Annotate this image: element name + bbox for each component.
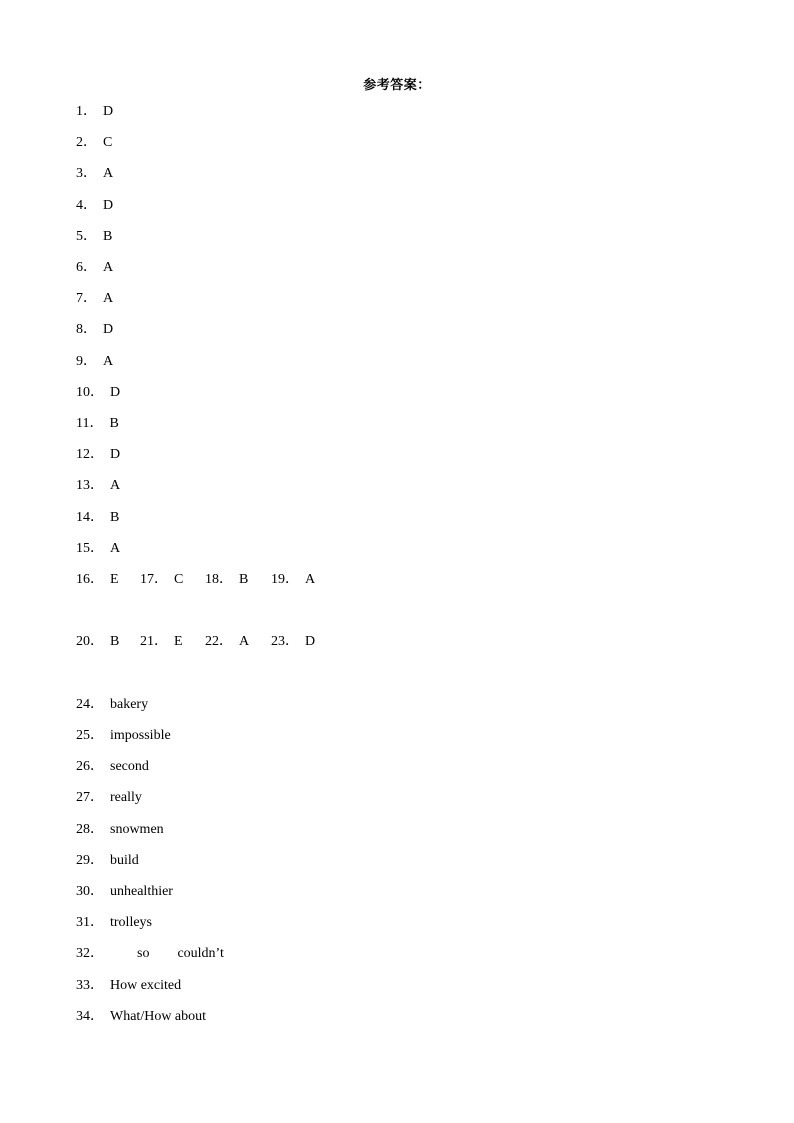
answer-value: B	[110, 634, 120, 649]
question-number: 7．	[76, 291, 97, 306]
question-number: 26．	[76, 759, 104, 774]
answer-line	[76, 883, 173, 901]
page-title: 参考答案：	[363, 78, 431, 93]
question-number: 16．	[76, 572, 104, 587]
question-number: 30．	[76, 884, 104, 899]
question-number: 21．	[140, 634, 168, 649]
question-number: 17．	[140, 572, 168, 587]
answer-group-item	[140, 571, 183, 589]
question-number: 23．	[271, 634, 299, 649]
answer-value: A	[110, 541, 121, 556]
answer-line	[76, 914, 152, 932]
answer-value: D	[103, 198, 114, 213]
answer-value: A	[239, 634, 250, 649]
answer-value: B	[109, 416, 119, 431]
answer-line	[76, 727, 171, 745]
answer-value: A	[110, 478, 121, 493]
question-number: 15．	[76, 541, 104, 556]
question-number: 18．	[205, 572, 233, 587]
answer-line	[76, 134, 112, 152]
question-number: 6．	[76, 260, 97, 275]
answer-group-item	[140, 633, 183, 651]
question-number: 32．	[76, 946, 104, 961]
answer-line	[76, 977, 181, 995]
question-number: 24．	[76, 697, 104, 712]
answer-value: A	[103, 291, 114, 306]
answer-value: D	[305, 634, 316, 649]
answer-line	[76, 321, 113, 339]
question-number: 2．	[76, 135, 97, 150]
question-number: 14．	[76, 510, 104, 525]
answer-line	[76, 228, 112, 246]
answer-value: A	[103, 260, 114, 275]
answer-line	[76, 446, 120, 464]
answer-line	[76, 758, 149, 776]
answer-line	[76, 945, 224, 963]
question-number: 20．	[76, 634, 104, 649]
question-number: 22．	[205, 634, 233, 649]
answer-group-item	[205, 571, 248, 589]
answer-value: B	[110, 510, 120, 525]
answer-line	[76, 415, 119, 433]
question-number: 4．	[76, 198, 97, 213]
question-number: 12．	[76, 447, 104, 462]
answer-value: How excited	[110, 978, 182, 993]
question-number: 34．	[76, 1009, 104, 1024]
answer-value: C	[174, 572, 184, 587]
answer-value: snowmen	[110, 822, 164, 837]
answer-blank-2: couldn’t	[177, 946, 224, 961]
answer-line	[76, 540, 120, 558]
answer-value: What/How about	[110, 1009, 207, 1024]
question-number: 3．	[76, 166, 97, 181]
question-number: 27．	[76, 790, 104, 805]
answer-line	[76, 509, 119, 527]
answer-value: really	[110, 790, 142, 805]
answer-line	[76, 789, 142, 807]
answer-line	[76, 1008, 206, 1026]
answer-value: C	[103, 135, 113, 150]
answer-value: trolleys	[110, 915, 152, 930]
answer-value: D	[110, 447, 121, 462]
answer-value: second	[110, 759, 149, 774]
answer-line	[76, 384, 120, 402]
answer-line	[76, 353, 113, 371]
answer-value: A	[305, 572, 316, 587]
answer-value: E	[174, 634, 183, 649]
answer-value: D	[110, 385, 121, 400]
question-number: 5．	[76, 229, 97, 244]
question-number: 8．	[76, 322, 97, 337]
answer-value: D	[103, 104, 114, 119]
question-number: 29．	[76, 853, 104, 868]
question-number: 10．	[76, 385, 104, 400]
answer-line	[76, 477, 120, 495]
answer-value: bakery	[110, 697, 149, 712]
question-number: 25．	[76, 728, 104, 743]
question-number: 11．	[76, 416, 104, 431]
question-number: 19．	[271, 572, 299, 587]
answer-line	[76, 821, 164, 839]
answer-value: B	[103, 229, 113, 244]
question-number: 31．	[76, 915, 104, 930]
answer-group-item	[205, 633, 249, 651]
answer-line	[76, 103, 113, 121]
answer-line	[76, 696, 148, 714]
answer-blank-1: so	[137, 946, 150, 961]
answer-group-item	[76, 571, 119, 589]
question-number: 28．	[76, 822, 104, 837]
answer-group-item	[271, 571, 315, 589]
question-number: 33．	[76, 978, 104, 993]
answer-value: E	[110, 572, 119, 587]
answer-group-item	[76, 633, 119, 651]
answer-value: A	[103, 166, 114, 181]
answer-line	[76, 197, 113, 215]
answer-line	[76, 852, 139, 870]
answer-group-item	[271, 633, 315, 651]
question-number: 9．	[76, 354, 97, 369]
answer-value: impossible	[110, 728, 171, 743]
answer-value: build	[110, 853, 139, 868]
answer-value: A	[103, 354, 114, 369]
question-number: 13．	[76, 478, 104, 493]
answer-value: D	[103, 322, 114, 337]
answer-value: B	[239, 572, 249, 587]
answer-value: unhealthier	[110, 884, 173, 899]
answer-line	[76, 165, 113, 183]
question-number: 1．	[76, 104, 97, 119]
answer-line	[76, 259, 113, 277]
answer-line	[76, 290, 113, 308]
